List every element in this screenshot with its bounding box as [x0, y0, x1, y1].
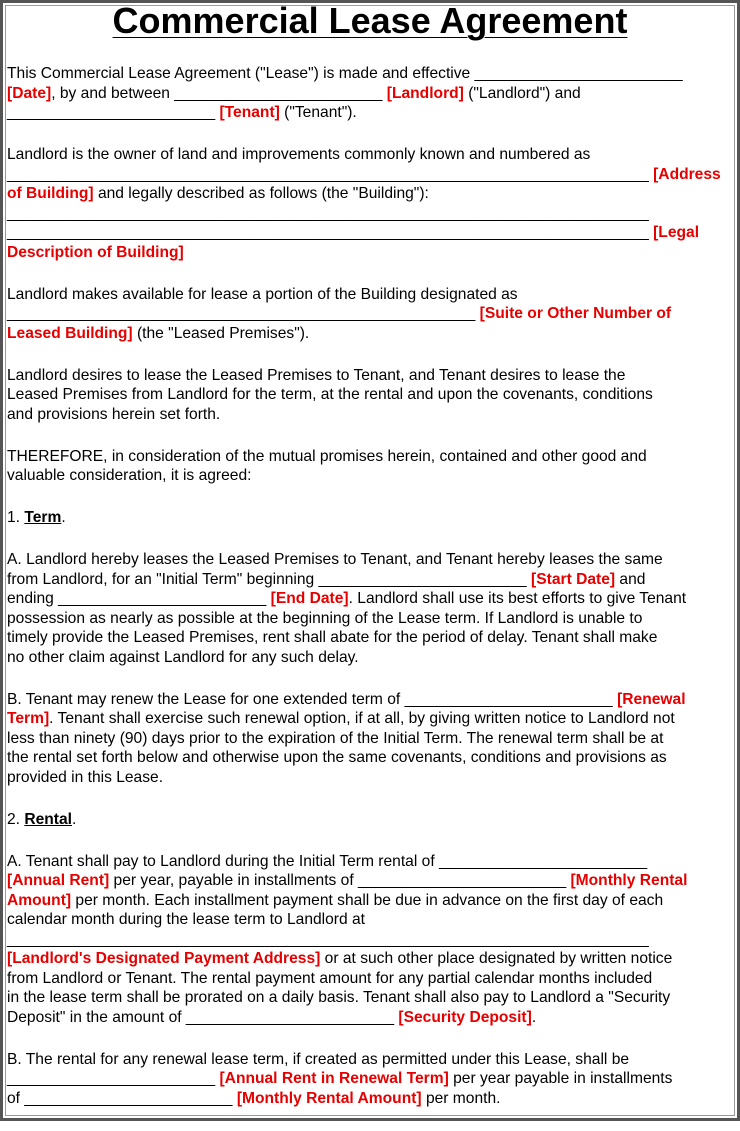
security-deposit-placeholder: [Security Deposit] — [398, 1008, 532, 1026]
end-date-placeholder: [End Date] — [270, 590, 349, 607]
address-placeholder: [Address — [653, 165, 721, 183]
rental-b-paragraph: B. The rental for any renewal lease term, if created as permitted under this Lease, shall be ________________________ [Annual Rent in Renewal Term] per year payable in installments of ________________________ [Monthly Rental Amount] per month. — [7, 1050, 673, 1107]
renewal-term-placeholder: [Renewal — [617, 690, 686, 708]
term-a-paragraph: A. Landlord hereby leases the Leased Premises to Tenant, and Tenant hereby leases the same from Landlord, for an "Initial Term" beginning ________________________ [Start Date] and ending ________________________ [End Date]. Landlord shall use its best efforts to give Tenant possession as nearly as possible at the beginning of the Lease term. If Landlord is unable to timely provide the Leased Premises, rent shall abate for the period of delay. Tenant shall make no other claim against Landlord for any such delay. — [7, 551, 687, 666]
building-paragraph: Landlord is the owner of land and improvements commonly known and numbered as __________________________________________________________________________ [Address of Building] and legally described as follows (the "Building"): __________________________________________________________________________ __________________________________________________________________________ [Legal Description of Building] — [7, 146, 721, 261]
annual-rent-placeholder: [Annual Rent] — [7, 872, 110, 889]
renewal-annual-rent-placeholder: [Annual Rent in Renewal Term] — [219, 1070, 449, 1087]
monthly-rental-placeholder: [Monthly Rental — [570, 872, 688, 889]
tenant-placeholder: [Tenant] — [219, 104, 280, 121]
renewal-monthly-rental-placeholder: [Monthly Rental Amount] — [236, 1089, 422, 1107]
rental-a-paragraph: A. Tenant shall pay to Landlord during the Initial Term rental of ________________________ [Annual Rent] per year, payable in installments of ________________________ [Monthly Rental Amount] per month. Each installment payment shall be due in advance on the first day of each calendar month during the lease term to Landlord at __________________________________________________________________________ [Landlord's Designated Payment Address] or at such other place designated by written notice from Landlord or Tenant. The rental payment amount for any partial calendar months included in the lease term shall be prorated on a daily basis. Tenant shall also pay to Landlord a "Security Deposit" in the amount of ________________________ [Security Deposit]. — [7, 852, 688, 1026]
payment-address-placeholder: [Landlord's Designated Payment Address] — [7, 950, 321, 967]
section-1-heading: 1. Term. — [7, 509, 66, 526]
intro-paragraph: This Commercial Lease Agreement ("Lease") is made and effective ________________________ [Date], by and between ________________________ [Landlord] ("Landlord") and ________________________ [Tenant] ("Tenant"). — [7, 65, 683, 121]
section-2-heading: 2. Rental. — [7, 810, 77, 828]
landlord-placeholder: [Landlord] — [386, 84, 464, 102]
document-title: Commercial Lease Agreement — [112, 0, 628, 41]
legal-description-placeholder: [Legal — [653, 224, 700, 241]
start-date-placeholder: [Start Date] — [531, 570, 616, 588]
term-b-paragraph: B. Tenant may renew the Lease for one extended term of ________________________ [Renewal Term]. Tenant shall exercise such renewal option, if at all, by giving written notice to Landlord not less than ninety (90) days prior to the expiration of the Initial Term. The renewal term shall be at the rental set forth below and otherwise upon the same covenants, conditions and provisions as provided in this Lease. — [7, 690, 686, 786]
desire-paragraph: Landlord desires to lease the Leased Premises to Tenant, and Tenant desires to lease the Leased Premises from Landlord for the term, at the rental and upon the covenants, conditions and provisions herein set forth. — [7, 366, 653, 423]
document-body — [7, 64, 737, 1131]
suite-placeholder: [Suite or Other Number of — [479, 305, 672, 322]
premises-paragraph: Landlord makes available for lease a portion of the Building designated as ______________________________________________________ [Suite or Other Number of Leased Building] (the "Leased Premises"). — [7, 285, 672, 342]
therefore-paragraph: THEREFORE, in consideration of the mutual promises herein, contained and other good and valuable consideration, it is agreed: — [7, 447, 647, 484]
date-placeholder: [Date] — [7, 84, 52, 102]
